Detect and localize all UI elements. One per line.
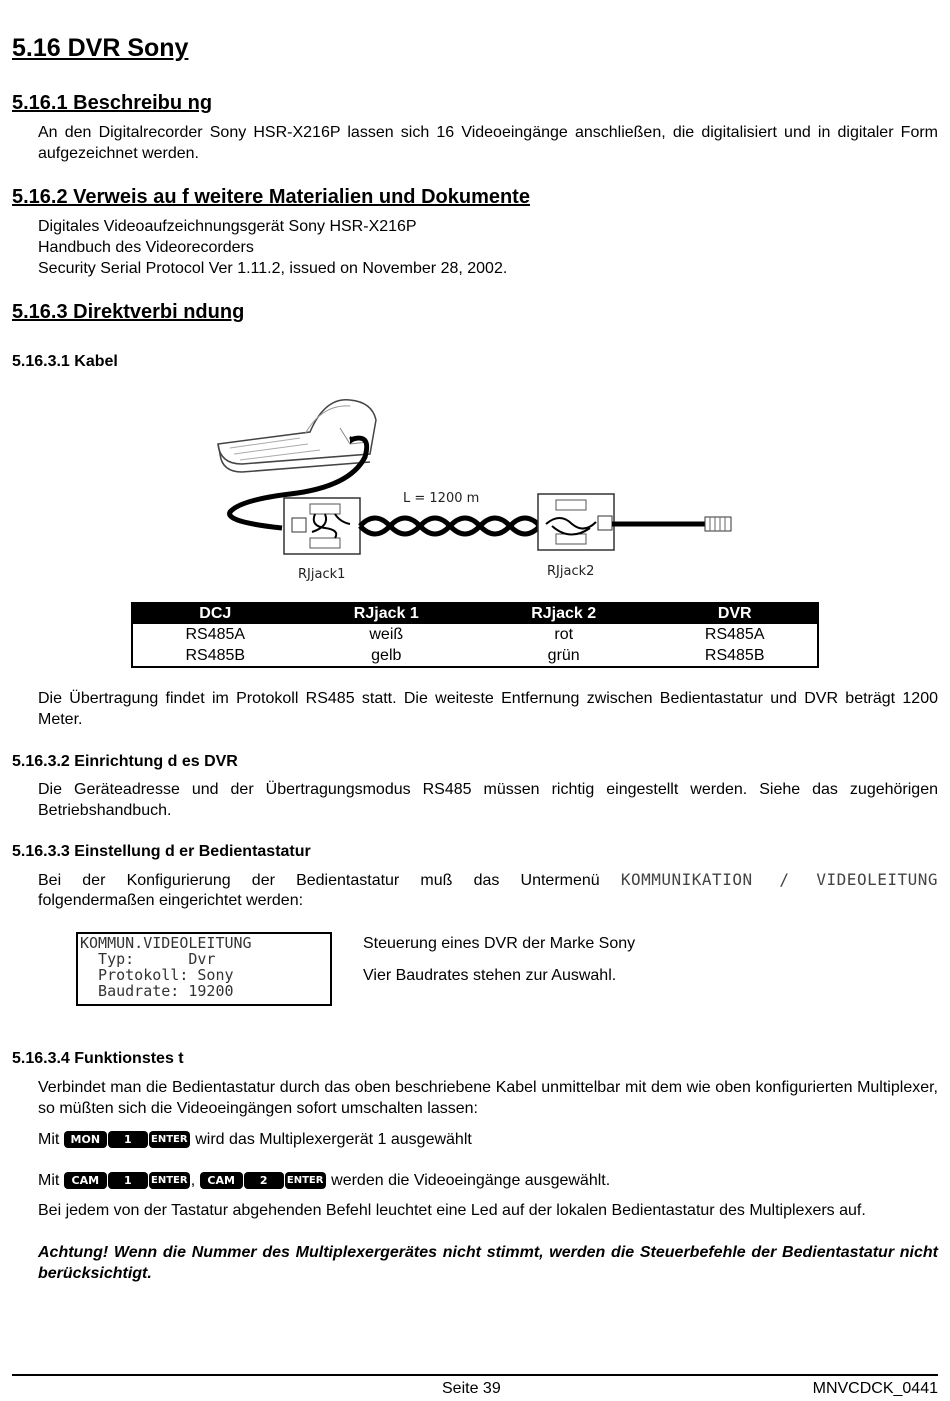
- table-cell: RS485A: [704, 626, 765, 643]
- lcd-note-type: Steuerung eines DVR der Marke Sony: [363, 935, 636, 952]
- heading-funktionstest: 5.16.3.4 Funktionstes t: [12, 1050, 184, 1067]
- lcd-display: [76, 932, 332, 1006]
- cam-key: CAM: [200, 1172, 243, 1189]
- page-title: 5.16 DVR Sony: [12, 34, 189, 62]
- table-cell: RS485B: [704, 647, 765, 664]
- cable-diagram: [200, 392, 760, 592]
- reference-line-3: Security Serial Protocol Ver 1.11.2, issued on November 28, 2002.: [38, 260, 508, 277]
- table-header-dcj: DCJ: [132, 603, 298, 624]
- separator-comma: ,: [190, 1172, 196, 1189]
- key-1: 1: [108, 1131, 148, 1148]
- menu-path: KOMMUNIKATION / VIDEOLEITUNG: [620, 870, 939, 889]
- enter-key: ENTER: [149, 1172, 190, 1189]
- led-text: Bei jedem von der Tastatur abgehenden Befehl leuchtet eine Led auf der lokalen Bedientastatur des Multiplexers auf.: [38, 1202, 866, 1219]
- enter-key: ENTER: [285, 1172, 326, 1189]
- table-header-rjjack2: RJjack 2: [475, 603, 652, 624]
- command-line-mon: [38, 1129, 472, 1150]
- connection-table: [131, 602, 819, 668]
- lcd-line-3: Protokoll: Sony: [80, 966, 234, 984]
- command-description: wird das Multiplexergerät 1 ausgewählt: [195, 1131, 472, 1148]
- table-cell: weiß: [369, 626, 404, 643]
- mit-label: Mit: [38, 1172, 60, 1189]
- cam-key: CAM: [64, 1172, 107, 1189]
- rjjack2-box: [538, 494, 614, 550]
- mon-key: MON: [64, 1131, 107, 1148]
- warning-text: Achtung! Wenn die Nummer des Multiplexergerätes nicht stimmt, werden die Steuerbefehle der Bedientastatur nicht berücksichtigt.: [38, 1244, 938, 1282]
- keyboard-illustration: [218, 400, 376, 472]
- table-header-rjjack1: RJjack 1: [298, 603, 475, 624]
- key-1: 1: [108, 1172, 148, 1189]
- enter-key: ENTER: [149, 1131, 190, 1148]
- lcd-line-2: Typ: Dvr: [80, 950, 216, 968]
- lcd-line-1: KOMMUN.VIDEOLEITUNG: [80, 934, 252, 952]
- table-cell: RS485B: [185, 647, 246, 664]
- heading-einrichtung: 5.16.3.2 Einrichtung d es DVR: [12, 753, 238, 770]
- reference-line-1: Digitales Videoaufzeichnungsgerät Sony HSR-X216P: [38, 218, 417, 235]
- einrichtung-text: Die Geräteadresse und der Übertragungsmodus RS485 müssen richtig eingestellt werden. Siehe das zugehörigen Betriebshandbuch.: [38, 781, 938, 819]
- kabel-text: Die Übertragung findet im Protokoll RS485 statt. Die weiteste Entfernung zwischen Bedientastatur und DVR beträgt 1200 Meter.: [38, 690, 938, 728]
- heading-beschreibung: 5.16.1 Beschreibu ng: [12, 92, 213, 114]
- mit-label: Mit: [38, 1131, 60, 1148]
- einstellung-text: [38, 869, 938, 891]
- rjjack1-box: [284, 498, 360, 554]
- footer-divider: [12, 1374, 938, 1376]
- beschreibung-text: An den Digitalrecorder Sony HSR-X216P lassen sich 16 Videoeingänge anschließen, die digitalisiert und in digitaler Form aufgezeichnet werden.: [38, 124, 938, 162]
- rjjack1-label: RJjack1: [298, 567, 346, 582]
- rj-plug: [705, 517, 731, 531]
- lcd-note-baudrate: Vier Baudrates stehen zur Auswahl.: [363, 967, 617, 984]
- funktionstest-text: Verbindet man die Bedientastatur durch das oben beschriebene Kabel unmittelbar mit dem wie oben konfigurierten Multiplexer, so müßten sich die Videoeingängen sofort umschalten lassen:: [38, 1079, 938, 1117]
- table-cell: gelb: [371, 647, 402, 664]
- key-2: 2: [244, 1172, 284, 1189]
- einstellung-text-start: Bei der Konfigurierung der Bedientastatur muß das Untermenü: [38, 872, 600, 889]
- table-row: [132, 624, 818, 645]
- heading-einstellung: 5.16.3.3 Einstellung d er Bedientastatur: [12, 843, 311, 860]
- heading-kabel: 5.16.3.1 Kabel: [12, 353, 118, 370]
- twisted-pair-cable: [360, 518, 540, 534]
- command-description: werden die Videoeingänge ausgewählt.: [331, 1172, 611, 1189]
- command-line-cam: [38, 1170, 610, 1191]
- lcd-line-4: Baudrate: 19200: [80, 982, 234, 1000]
- heading-direktverbindung: 5.16.3 Direktverbi ndung: [12, 301, 245, 323]
- cable-length-label: L = 1200 m: [403, 491, 480, 506]
- table-header-dvr: DVR: [652, 603, 818, 624]
- reference-line-2: Handbuch des Videorecorders: [38, 239, 254, 256]
- rjjack2-label: RJjack2: [547, 564, 595, 579]
- table-cell: RS485A: [185, 626, 246, 643]
- heading-verweis: 5.16.2 Verweis au f weitere Materialien und Dokumente: [12, 186, 530, 208]
- table-row: [132, 645, 818, 667]
- table-cell: grün: [547, 647, 580, 664]
- document-code: MNVCDCK_0441: [812, 1380, 938, 1397]
- page-number: Seite 39: [442, 1380, 501, 1397]
- einstellung-text-end: folgendermaßen eingerichtet werden:: [38, 892, 304, 909]
- table-cell: rot: [554, 626, 574, 643]
